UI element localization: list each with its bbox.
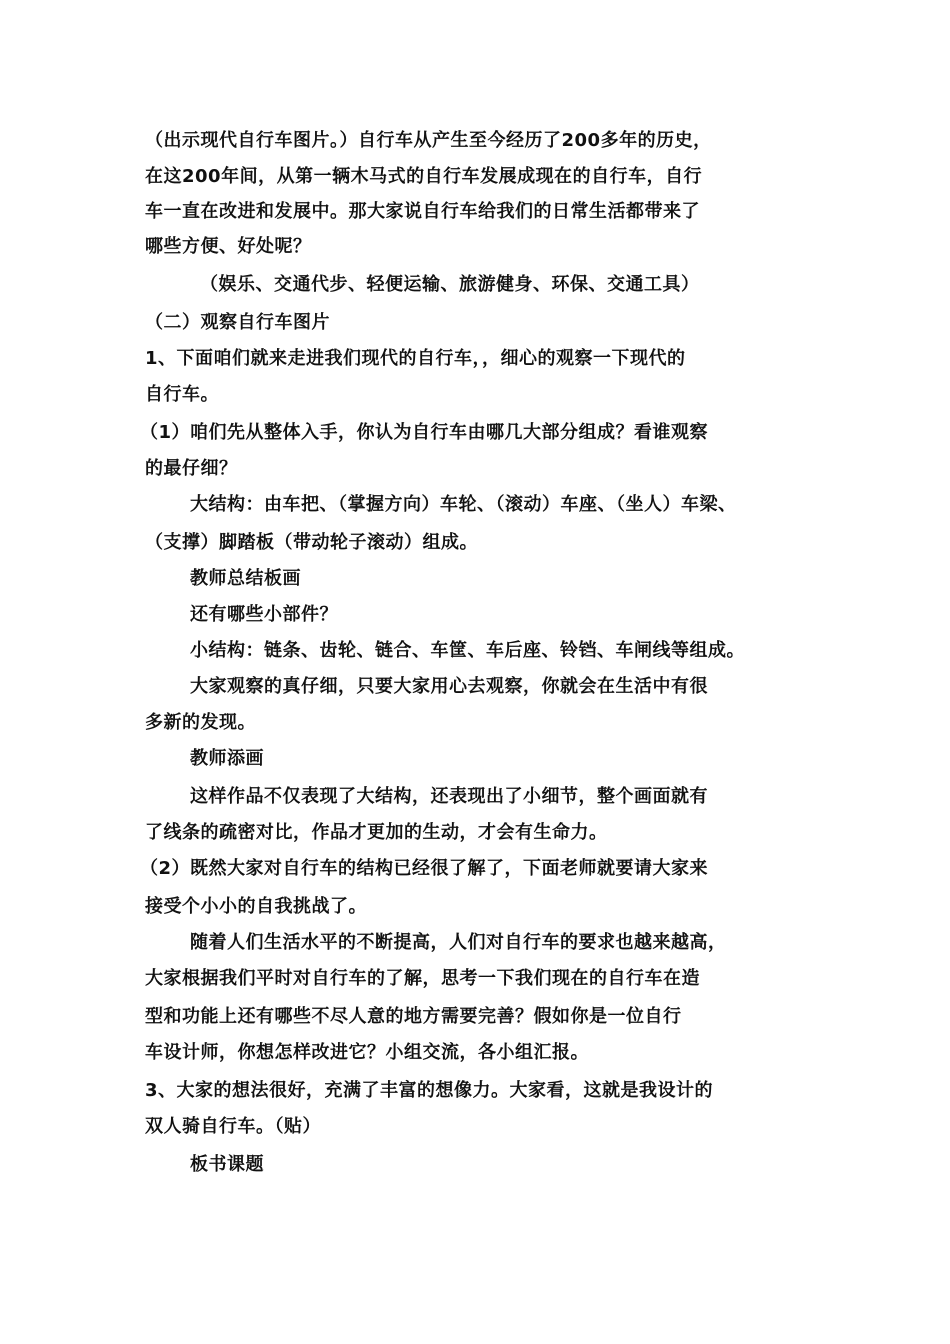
text-line: 3、大家的想法很好，充满了丰富的想像力。大家看，这就是我设计的	[145, 1080, 714, 1101]
text-line: 自行车。	[145, 384, 219, 405]
text-line: （娱乐、交通代步、轻便运输、旅游健身、环保、交通工具）	[200, 274, 700, 295]
text-line: 教师添画	[190, 748, 264, 769]
text-line: 车一直在改进和发展中。那大家说自行车给我们的日常生活都带来了	[145, 201, 700, 222]
text-line: 双人骑自行车。（贴）	[145, 1116, 321, 1137]
text-line: 的最仔细？	[145, 458, 238, 479]
text-line: 教师总结板画	[190, 568, 301, 589]
text-line: （支撑）脚踏板（带动轮子滚动）组成。	[145, 532, 478, 553]
text-line: 板书课题	[190, 1154, 264, 1175]
text-line: （出示现代自行车图片。）自行车从产生至今经历了200多年的历史，	[145, 130, 712, 151]
text-line: 随着人们生活水平的不断提高，人们对自行车的要求也越来越高，	[190, 932, 727, 953]
text-line: 还有哪些小部件？	[190, 604, 338, 625]
text-line: 这样作品不仅表现了大结构，还表现出了小细节，整个画面就有	[190, 786, 708, 807]
text-line: 小结构：链条、齿轮、链合、车筐、车后座、铃铛、车闸线等组成。	[190, 640, 745, 661]
text-line: 在这200年间，从第一辆木马式的自行车发展成现在的自行车，自行	[145, 166, 703, 187]
text-line: （1）咱们先从整体入手，你认为自行车由哪几大部分组成？看谁观察	[140, 422, 709, 443]
text-line: 1、下面咱们就来走进我们现代的自行车，，细心的观察一下现代的	[145, 348, 686, 369]
text-line: 大结构：由车把、（掌握方向）车轮、（滚动）车座、（坐人）车梁、	[190, 494, 737, 515]
text-line: 多新的发现。	[145, 712, 256, 733]
text-line: 哪些方便、好处呢？	[145, 236, 312, 257]
text-line: （2）既然大家对自行车的结构已经很了解了，下面老师就要请大家来	[140, 858, 709, 879]
text-line: 型和功能上还有哪些不尽人意的地方需要完善？假如你是一位自行	[145, 1006, 682, 1027]
text-line: 车设计师，你想怎样改进它？小组交流，各小组汇报。	[145, 1042, 589, 1063]
section-heading: （二）观察自行车图片	[145, 312, 330, 333]
text-line: 大家观察的真仔细，只要大家用心去观察，你就会在生活中有很	[190, 676, 708, 697]
text-line: 接受个小小的自我挑战了。	[145, 896, 367, 917]
text-line: 大家根据我们平时对自行车的了解，思考一下我们现在的自行车在造	[145, 968, 700, 989]
text-line: 了线条的疏密对比，作品才更加的生动，才会有生命力。	[145, 822, 608, 843]
